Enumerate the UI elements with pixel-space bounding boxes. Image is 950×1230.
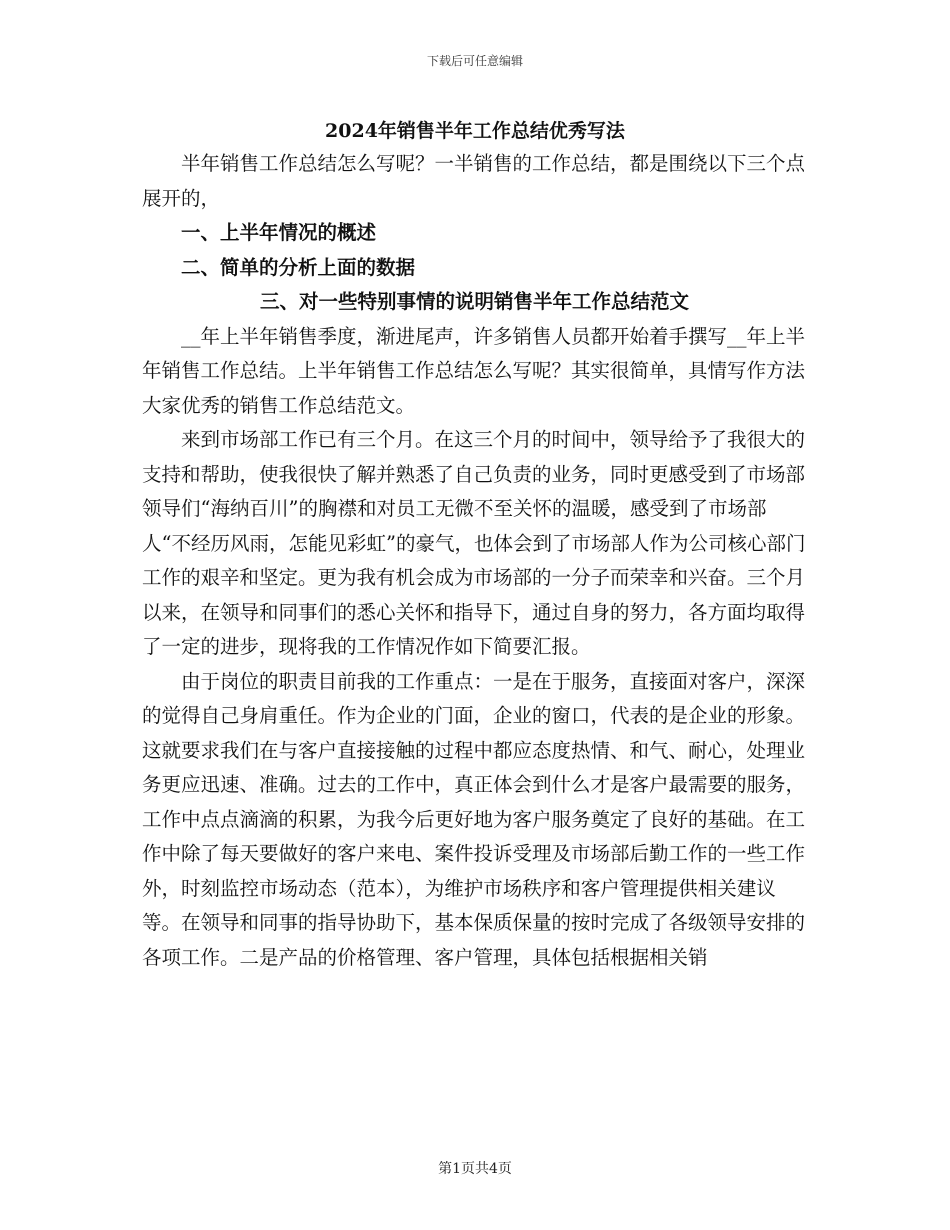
- page-header-note: 下载后可任意编辑: [426, 54, 523, 68]
- body-paragraph-1: __年上半年销售季度，渐进尾声，许多销售人员都开始着手撰写__年上半年销售工作总结。上半年销售工作总结怎么写呢？其实很简单，具情写作方法大家优秀的销售工作总结范文。: [142, 324, 806, 417]
- body-paragraph-3: 由于岗位的职责目前我的工作重点：一是在于服务，直接面对客户，深深的觉得自己身肩重任。作为企业的门面，企业的窗口，代表的是企业的形象。这就要求我们在与客户直接接触的过程中都应态度热情、和气、耐心，处理业务更应迅速、准确。过去的工作中，真正体会到什么才是客户最需要的服务，工作中点点滴滴的积累，为我今后更好地为客户服务奠定了良好的基础。在工作中除了每天要做好的客户来电、案件投诉受理及市场部后勤工作的一些工作外，时刻监控市场动态（范本），为维护市场秩序和客户管理提供相关建议等。在领导和同事的指导协助下，基本保质保量的按时完成了各级领导安排的各项工作。二是产品的价格管理、客户管理，具体包括根据相关销: [142, 669, 806, 969]
- document-title: 2024年销售半年工作总结优秀写法: [325, 120, 625, 142]
- body-paragraph-2: 来到市场部工作已有三个月。在这三个月的时间中，领导给予了我很大的支持和帮助，使我很快了解并熟悉了自己负责的业务，同时更感受到了市场部领导们“海纳百川”的胸襟和对员工无微不至关怀的温暖，感受到了市场部人“不经历风雨，怎能见彩虹”的豪气，也体会到了市场部人作为公司核心部门工作的艰辛和坚定。更为我有机会成为市场部的一分子而荣幸和兴奋。三个月以来，在领导和同事们的悉心关怀和指导下，通过自身的努力，各方面均取得了一定的进步，现将我的工作情况作如下简要汇报。: [142, 428, 806, 658]
- page-number-footer: 第1页共4页: [438, 1161, 512, 1177]
- outline-item-2: 二、简单的分析上面的数据: [181, 255, 416, 279]
- document-body: [142, 147, 810, 975]
- outline-item-1: 一、上半年情况的概述: [181, 221, 377, 244]
- outline-item-3: 三、对一些特别事情的说明销售半年工作总结范文: [260, 290, 690, 313]
- intro-paragraph: 半年销售工作总结怎么写呢？一半销售的工作总结，都是围绕以下三个点展开的，: [142, 152, 806, 210]
